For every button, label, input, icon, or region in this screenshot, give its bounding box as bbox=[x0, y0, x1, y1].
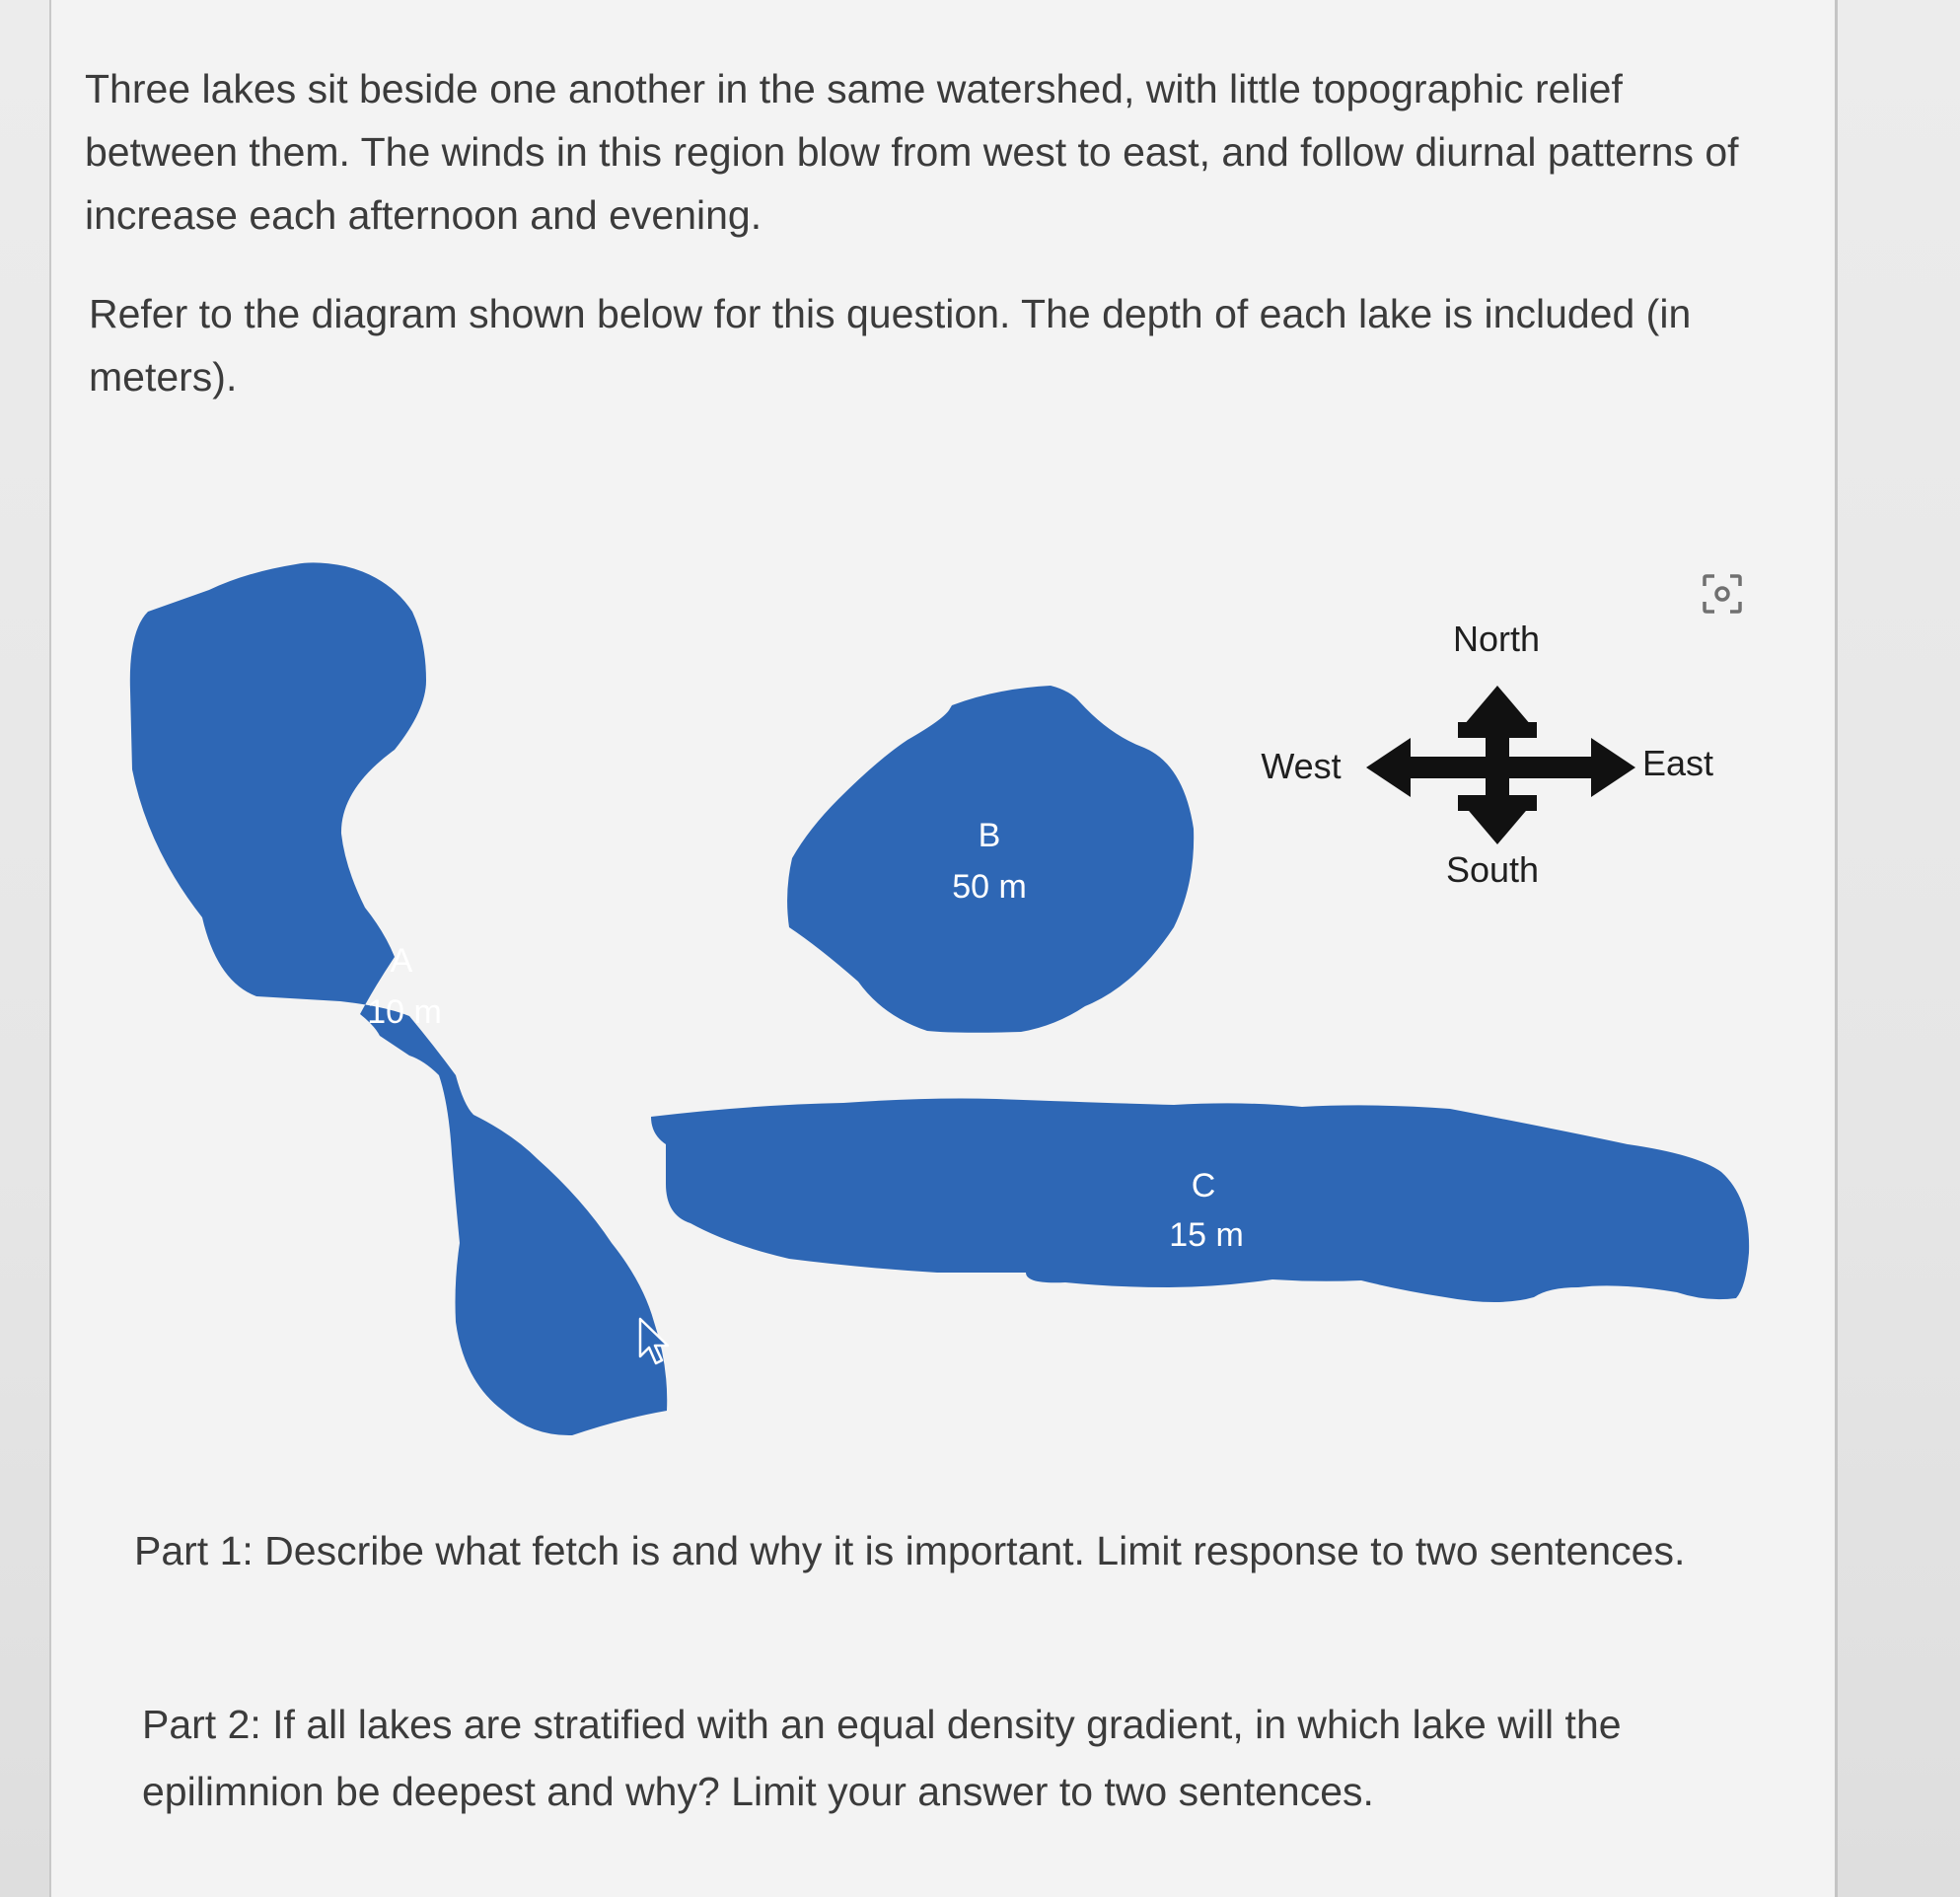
east-arrow-head bbox=[1591, 738, 1635, 797]
west-arrow-head bbox=[1366, 738, 1411, 797]
lake-b-depth: 50 m bbox=[952, 868, 1027, 906]
north-arrow-head bbox=[1464, 686, 1531, 725]
part2-question: Part 2: If all lakes are stratified with an equal density gradient, in which lake will the epilimnion be deepest and why? Limit your answer to two sentences. bbox=[142, 1702, 1622, 1814]
diagram-reference-text: Refer to the diagram shown below for this question. The depth of each lake is included (in meters). bbox=[89, 291, 1692, 400]
lake-c-name: C bbox=[1191, 1167, 1216, 1204]
mouse-cursor-icon bbox=[638, 1317, 672, 1366]
focus-icon[interactable] bbox=[1701, 572, 1744, 616]
compass-crossbar-upper bbox=[1458, 722, 1537, 738]
compass-north-label: North bbox=[1452, 619, 1541, 659]
lake-b-shape bbox=[787, 686, 1194, 1033]
compass-crossbar-lower bbox=[1458, 795, 1537, 811]
compass-south-label: South bbox=[1445, 849, 1540, 890]
compass bbox=[1261, 619, 1713, 890]
lake-c-depth: 15 m bbox=[1169, 1216, 1244, 1254]
lake-b-name: B bbox=[978, 817, 1001, 854]
part1-question: Part 1: Describe what fetch is and why it is important. Limit response to two sentences. bbox=[134, 1528, 1686, 1573]
compass-west-label: West bbox=[1261, 746, 1342, 786]
question-intro: Three lakes sit beside one another in the same watershed, with little topographic relief between them. The winds in this region blow from west to east, and follow diurnal patterns of increase each afternoon and evening. bbox=[85, 66, 1739, 238]
west-east-shaft bbox=[1406, 757, 1596, 778]
compass-east-label: East bbox=[1641, 743, 1714, 783]
lake-a-name: A bbox=[390, 942, 413, 980]
lake-a-depth: 10 m bbox=[367, 993, 442, 1031]
